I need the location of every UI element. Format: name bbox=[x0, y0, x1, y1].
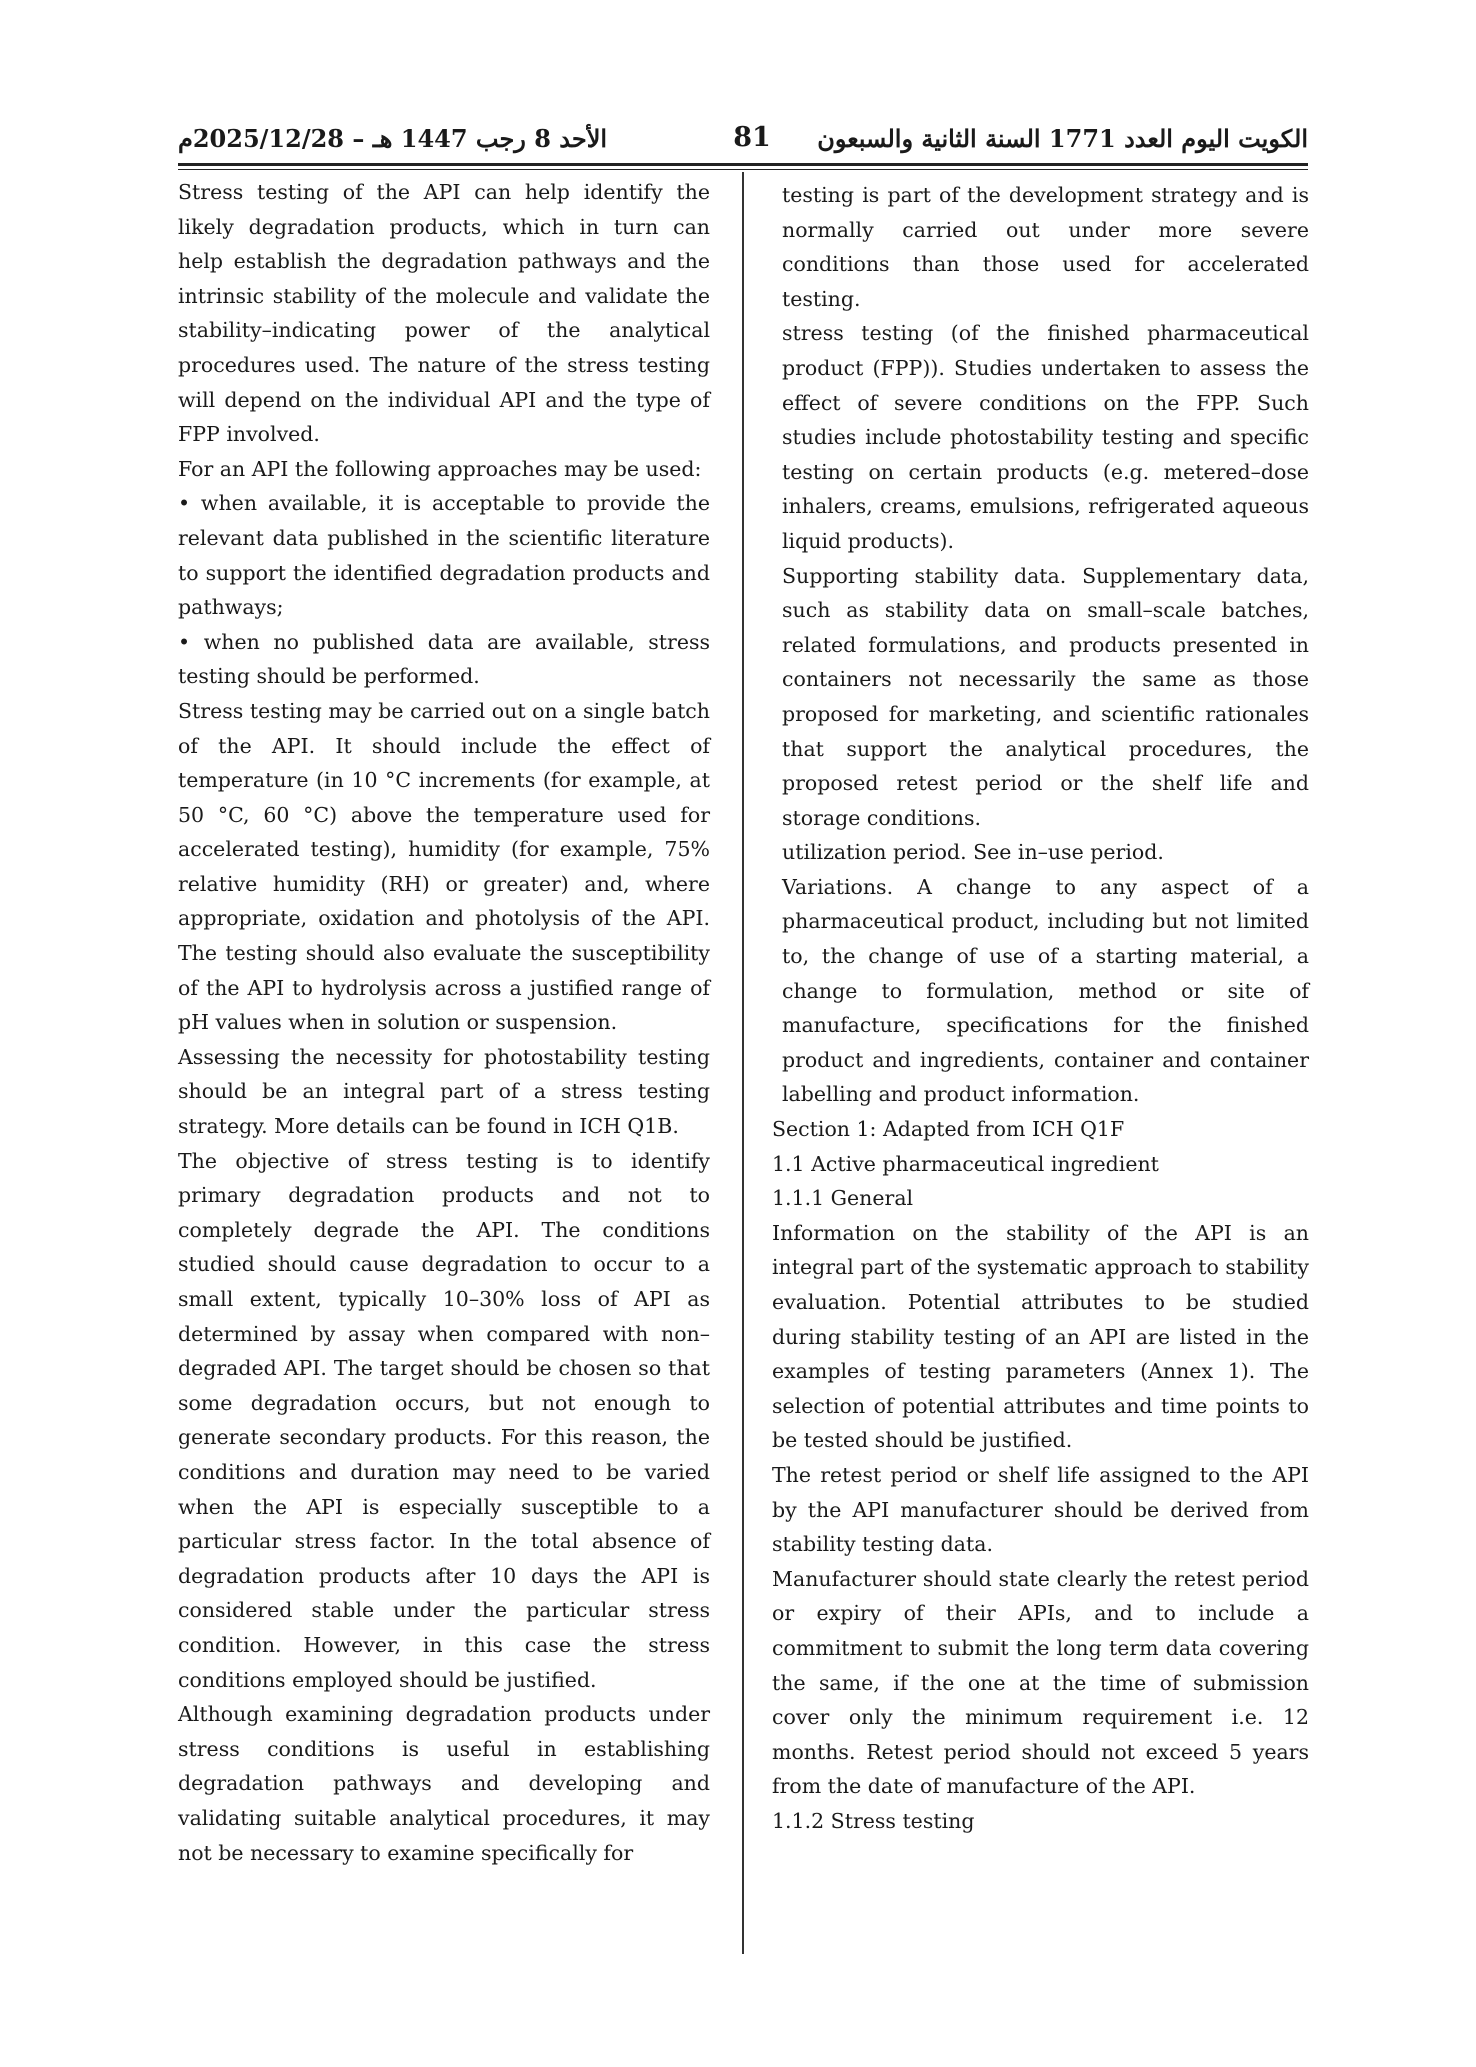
paragraph: Stress testing may be carried out on a single batch of the API. It should include the effect of temperature (in 10 °C increments (for example, at 50 °C, 60 °C) above the temperature used for accelerated testing), humidity (for example, 75% relative humidity (RH) or greater) and, where appropriate, oxidation and photolysis of the API. The testing should also evaluate the susceptibility of the API to hydrolysis across a justified range of pH values when in solution or suspension. bbox=[178, 698, 710, 1035]
bullet-item: • when no published data are available, stress testing should be performed. bbox=[178, 629, 710, 689]
paragraph: Information on the stability of the API is an integral part of the systematic approach to stability evaluation. Potential attributes to be studied during stability testing of an API are listed in the examples of testing parameters (Annex 1). The selection of potential attributes and time points to be tested should be justified. bbox=[772, 1220, 1309, 1453]
paragraph: For an API the following approaches may be used: bbox=[178, 456, 702, 481]
page-header bbox=[178, 112, 1308, 164]
right-column bbox=[772, 178, 1309, 1839]
column-divider bbox=[742, 172, 744, 1954]
paragraph: Assessing the necessity for photostability testing should be an integral part of a stress testing strategy. More details can be found in ICH Q1B. bbox=[178, 1044, 710, 1139]
header-rule-thick bbox=[178, 163, 1308, 166]
left-column bbox=[178, 175, 710, 1870]
paragraph: The retest period or shelf life assigned to the API by the API manufacturer should be derived from stability testing data. bbox=[772, 1462, 1309, 1557]
section-heading: Section 1: Adapted from ICH Q1F bbox=[772, 1117, 1125, 1142]
paragraph: testing is part of the development strategy and is normally carried out under more severe conditions than those used for accelerated testing. bbox=[782, 183, 1309, 311]
publication-title: الكويت اليوم العدد 1771 السنة الثانية والسبعون bbox=[817, 124, 1308, 153]
definition-paragraph: Variations. A change to any aspect of a pharmaceutical product, including but not limited to, the change of use of a starting material, a change to formulation, method or site of manufacture, specifications for the finished product and ingredients, container and container labelling and product information. bbox=[782, 874, 1309, 1107]
paragraph: Manufacturer should state clearly the retest period or expiry of their APIs, and to include a commitment to submit the long term data covering the same, if the one at the time of submission cover only the minimum requirement i.e. 12 months. Retest period should not exceed 5 years from the date of manufacture of the API. bbox=[772, 1566, 1309, 1799]
definition-paragraph: Supporting stability data. Supplementary data, such as stability data on small–scale batches, related formulations, and products presented in containers not necessarily the same as those proposed for marketing, and scientific rationales that support the analytical procedures, the proposed retest period or the shelf life and storage conditions. bbox=[782, 563, 1309, 830]
subsection-heading: 1.1.1 General bbox=[772, 1186, 914, 1211]
bullet-item: • when available, it is acceptable to provide the relevant data published in the scientific literature to support the identified degradation products and pathways; bbox=[178, 491, 710, 620]
issue-date: الأحد 8 رجب 1447 هـ – 2025/12/28م bbox=[178, 124, 608, 153]
definition-paragraph: utilization period. See in–use period. bbox=[782, 840, 1164, 865]
subsection-heading: 1.1.2 Stress testing bbox=[772, 1808, 975, 1833]
definition-paragraph: stress testing (of the finished pharmaceutical product (FPP)). Studies undertaken to assess the effect of severe conditions on the FPP. Such studies include photostability testing and specific testing on certain products (e.g. metered–dose inhalers, creams, emulsions, refrigerated aqueous liquid products). bbox=[782, 321, 1309, 553]
paragraph: Although examining degradation products under stress conditions is useful in establishing degradation pathways and developing and validating suitable analytical procedures, it may not be necessary to examine specifically for bbox=[178, 1702, 710, 1865]
subsection-heading: 1.1 Active pharmaceutical ingredient bbox=[772, 1151, 1159, 1176]
header-rule-thin bbox=[178, 169, 1308, 170]
paragraph: The objective of stress testing is to identify primary degradation products and not to completely degrade the API. The conditions studied should cause degradation to occur to a small extent, typically 10–30% loss of API as determined by assay when compared with non–degraded API. The target should be chosen so that some degradation occurs, but not enough to generate secondary products. For this reason, the conditions and duration may need to be varied when the API is especially susceptible to a particular stress factor. In the total absence of degradation products after 10 days the API is considered stable under the particular stress condition. However, in this case the stress conditions employed should be justified. bbox=[178, 1148, 710, 1692]
paragraph: Stress testing of the API can help identify the likely degradation products, which in turn can help establish the degradation pathways and the intrinsic stability of the molecule and validate the stability–indicating power of the analytical procedures used. The nature of the stress testing will depend on the individual API and the type of FPP involved. bbox=[178, 180, 710, 447]
page-number: 81 bbox=[733, 122, 771, 153]
